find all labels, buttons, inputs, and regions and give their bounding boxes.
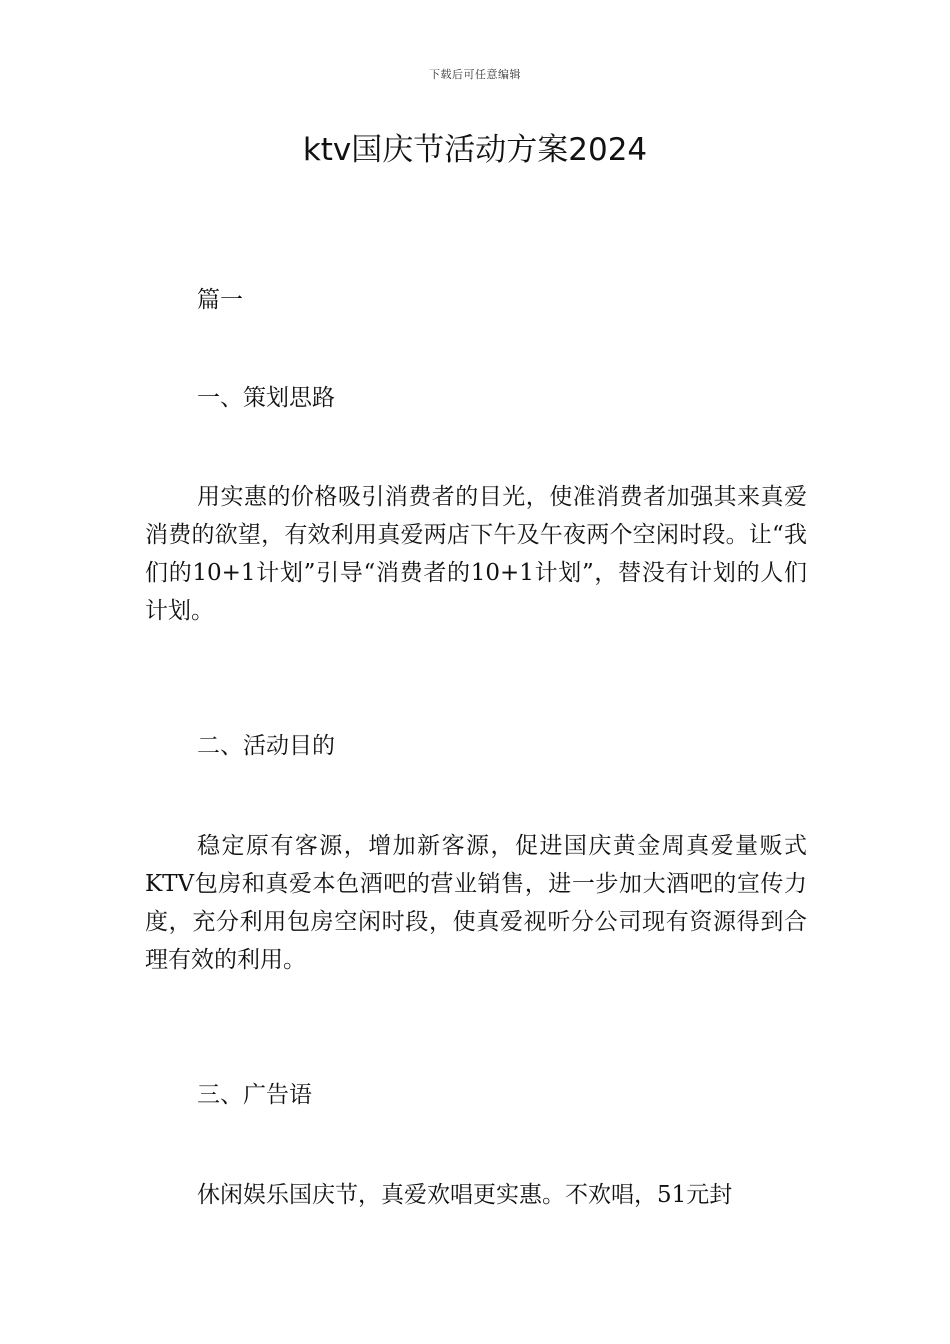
section-body-purpose: 稳定原有客源，增加新客源，促进国庆黄金周真爱量贩式KTV包房和真爱本色酒吧的营业销售，进一步加大酒吧的宣传力度，充分利用包房空闲时段，使真爱视听分公司现有资源得到合理有效的利用。 <box>145 833 807 973</box>
section-body-planning: 用实惠的价格吸引消费者的目光，使准消费者加强其来真爱消费的欲望，有效利用真爱两店下午及午夜两个空闲时段。让“我们的10+1计划”引导“消费者的10+1计划”，替没有计划的人们计划。 <box>145 484 807 624</box>
part-label: 篇一 <box>197 287 243 313</box>
page-header-note: 下载后可任意编辑 <box>429 68 521 81</box>
section-body-slogan: 休闲娱乐国庆节，真爱欢唱更实惠。不欢唱，51元封 <box>197 1182 733 1208</box>
section-heading-purpose: 二、活动目的 <box>197 733 335 759</box>
document-title: ktv国庆节活动方案2024 <box>302 132 648 168</box>
section-heading-slogan: 三、广告语 <box>197 1082 312 1108</box>
section-heading-planning: 一、策划思路 <box>197 385 335 411</box>
